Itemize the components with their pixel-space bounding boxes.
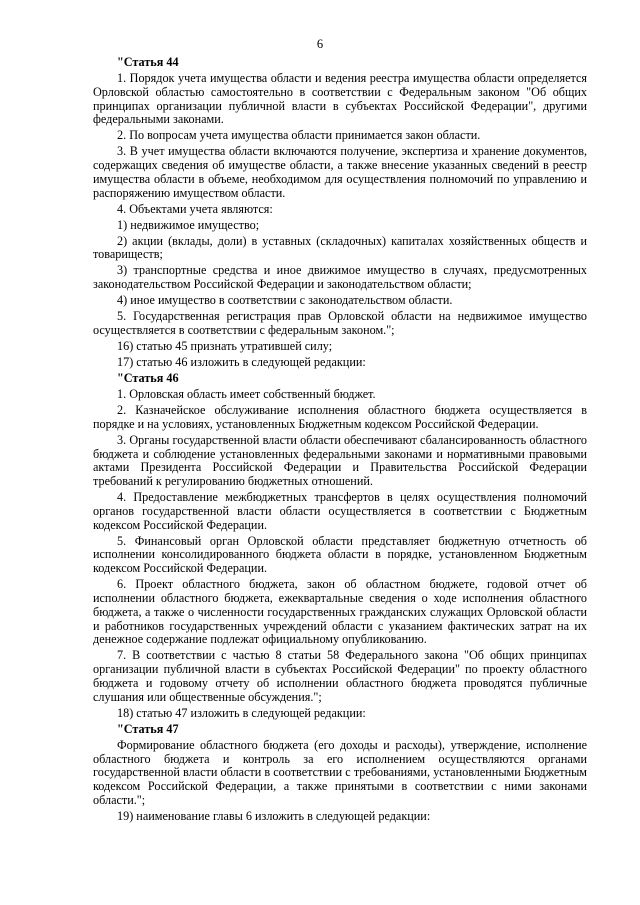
paragraph: 2. Казначейское обслуживание исполнения областного бюджета осуществляется в порядке и на условиях, установленных Бюджетным кодексом Российской Федерации. bbox=[93, 402, 587, 431]
article-heading: "Статья 46 bbox=[117, 370, 179, 385]
paragraph: 19) наименование главы 6 изложить в следующей редакции: bbox=[117, 808, 431, 823]
paragraph: 5. Финансовый орган Орловской области представляет бюджетную отчетность об исполнении консолидированного бюджета области в порядке, установленном Бюджетным кодексом Российской Федерации. bbox=[93, 533, 587, 576]
paragraph: 18) статью 47 изложить в следующей редакции: bbox=[117, 705, 366, 720]
paragraph: 1. Порядок учета имущества области и ведения реестра имущества области определяется Орловской областью самостоятельно в соответствии с Федеральным законом "Об общих принципах организации публичной власти в субъектах Российской Федерации", другими федеральными законами. bbox=[93, 70, 587, 127]
paragraph: 6. Проект областного бюджета, закон об областном бюджете, годовой отчет об исполнении областного бюджета, ежеквартальные сведения о ходе исполнения областного бюджета, а также о численности государственных гражданских служащих Орловской области и работников государственных учреждений области с указанием фактических затрат на их денежное содержание подлежат официальному опубликованию. bbox=[93, 577, 587, 647]
paragraph: 5. Государственная регистрация прав Орловской области на недвижимое имущество осуществляется в соответствии с федеральным законом."; bbox=[93, 309, 587, 338]
paragraph: 17) статью 46 изложить в следующей редакции: bbox=[117, 355, 366, 369]
paragraph: 16) статью 45 признать утратившей силу; bbox=[117, 339, 333, 354]
article-heading: "Статья 44 bbox=[117, 55, 179, 69]
paragraph: Формирование областного бюджета (его доходы и расходы), утверждение, исполнение областного бюджета и контроль за его исполнением осуществляются органами государственной власти области в соответствии с требованиями, установленными Бюджетным кодексом Российской Федерации, а также принятыми в соответствии с ними законами области."; bbox=[93, 737, 587, 807]
paragraph: 3) транспортные средства и иное движимое имущество в случаях, предусмотренных законодательством Российской Федерации и законодательством области; bbox=[93, 263, 587, 292]
paragraph: 4) иное имущество в соответствии с законодательством области. bbox=[117, 293, 453, 308]
paragraph: 1) недвижимое имущество; bbox=[117, 217, 260, 232]
paragraph: 2) акции (вклады, доли) в уставных (складочных) капиталах хозяйственных обществ и товариществ; bbox=[93, 233, 587, 262]
paragraph: 4. Объектами учета являются: bbox=[117, 201, 273, 216]
paragraph: 3. В учет имущества области включаются получение, экспертиза и хранение документов, содержащих сведения об имуществе области, а также внесение указанных сведений в реестр имущества области в объеме, необходимом для осуществления полномочий по управлению и распоряжению имуществом области. bbox=[93, 144, 587, 200]
paragraph: 3. Органы государственной власти области обеспечивают сбалансированность областного бюджета и соблюдение установленных федеральными законами и нормативными правовыми актами Президента Российской Федерации и Правительства Российской Федерации требований к регулированию бюджетных отношений. bbox=[93, 432, 587, 489]
paragraph: 2. По вопросам учета имущества области принимается закон области. bbox=[117, 128, 481, 143]
paragraph: 7. В соответствии с частью 8 статьи 58 Федерального закона "Об общих принципах организации публичной власти в субъектах Российской Федерации" по проекту областного бюджета и годовому отчету об исполнении областного бюджета проводятся публичные слушания или общественные обсуждения."; bbox=[93, 648, 587, 704]
page-number: 6 bbox=[316, 37, 324, 51]
article-heading: "Статья 47 bbox=[117, 721, 179, 736]
document-body bbox=[93, 56, 587, 826]
paragraph: 4. Предоставление межбюджетных трансфертов в целях осуществления полномочий органов государственной власти области осуществляется в соответствии с Бюджетным кодексом Российской Федерации. bbox=[93, 490, 587, 532]
paragraph: 1. Орловская область имеет собственный бюджет. bbox=[117, 386, 376, 401]
